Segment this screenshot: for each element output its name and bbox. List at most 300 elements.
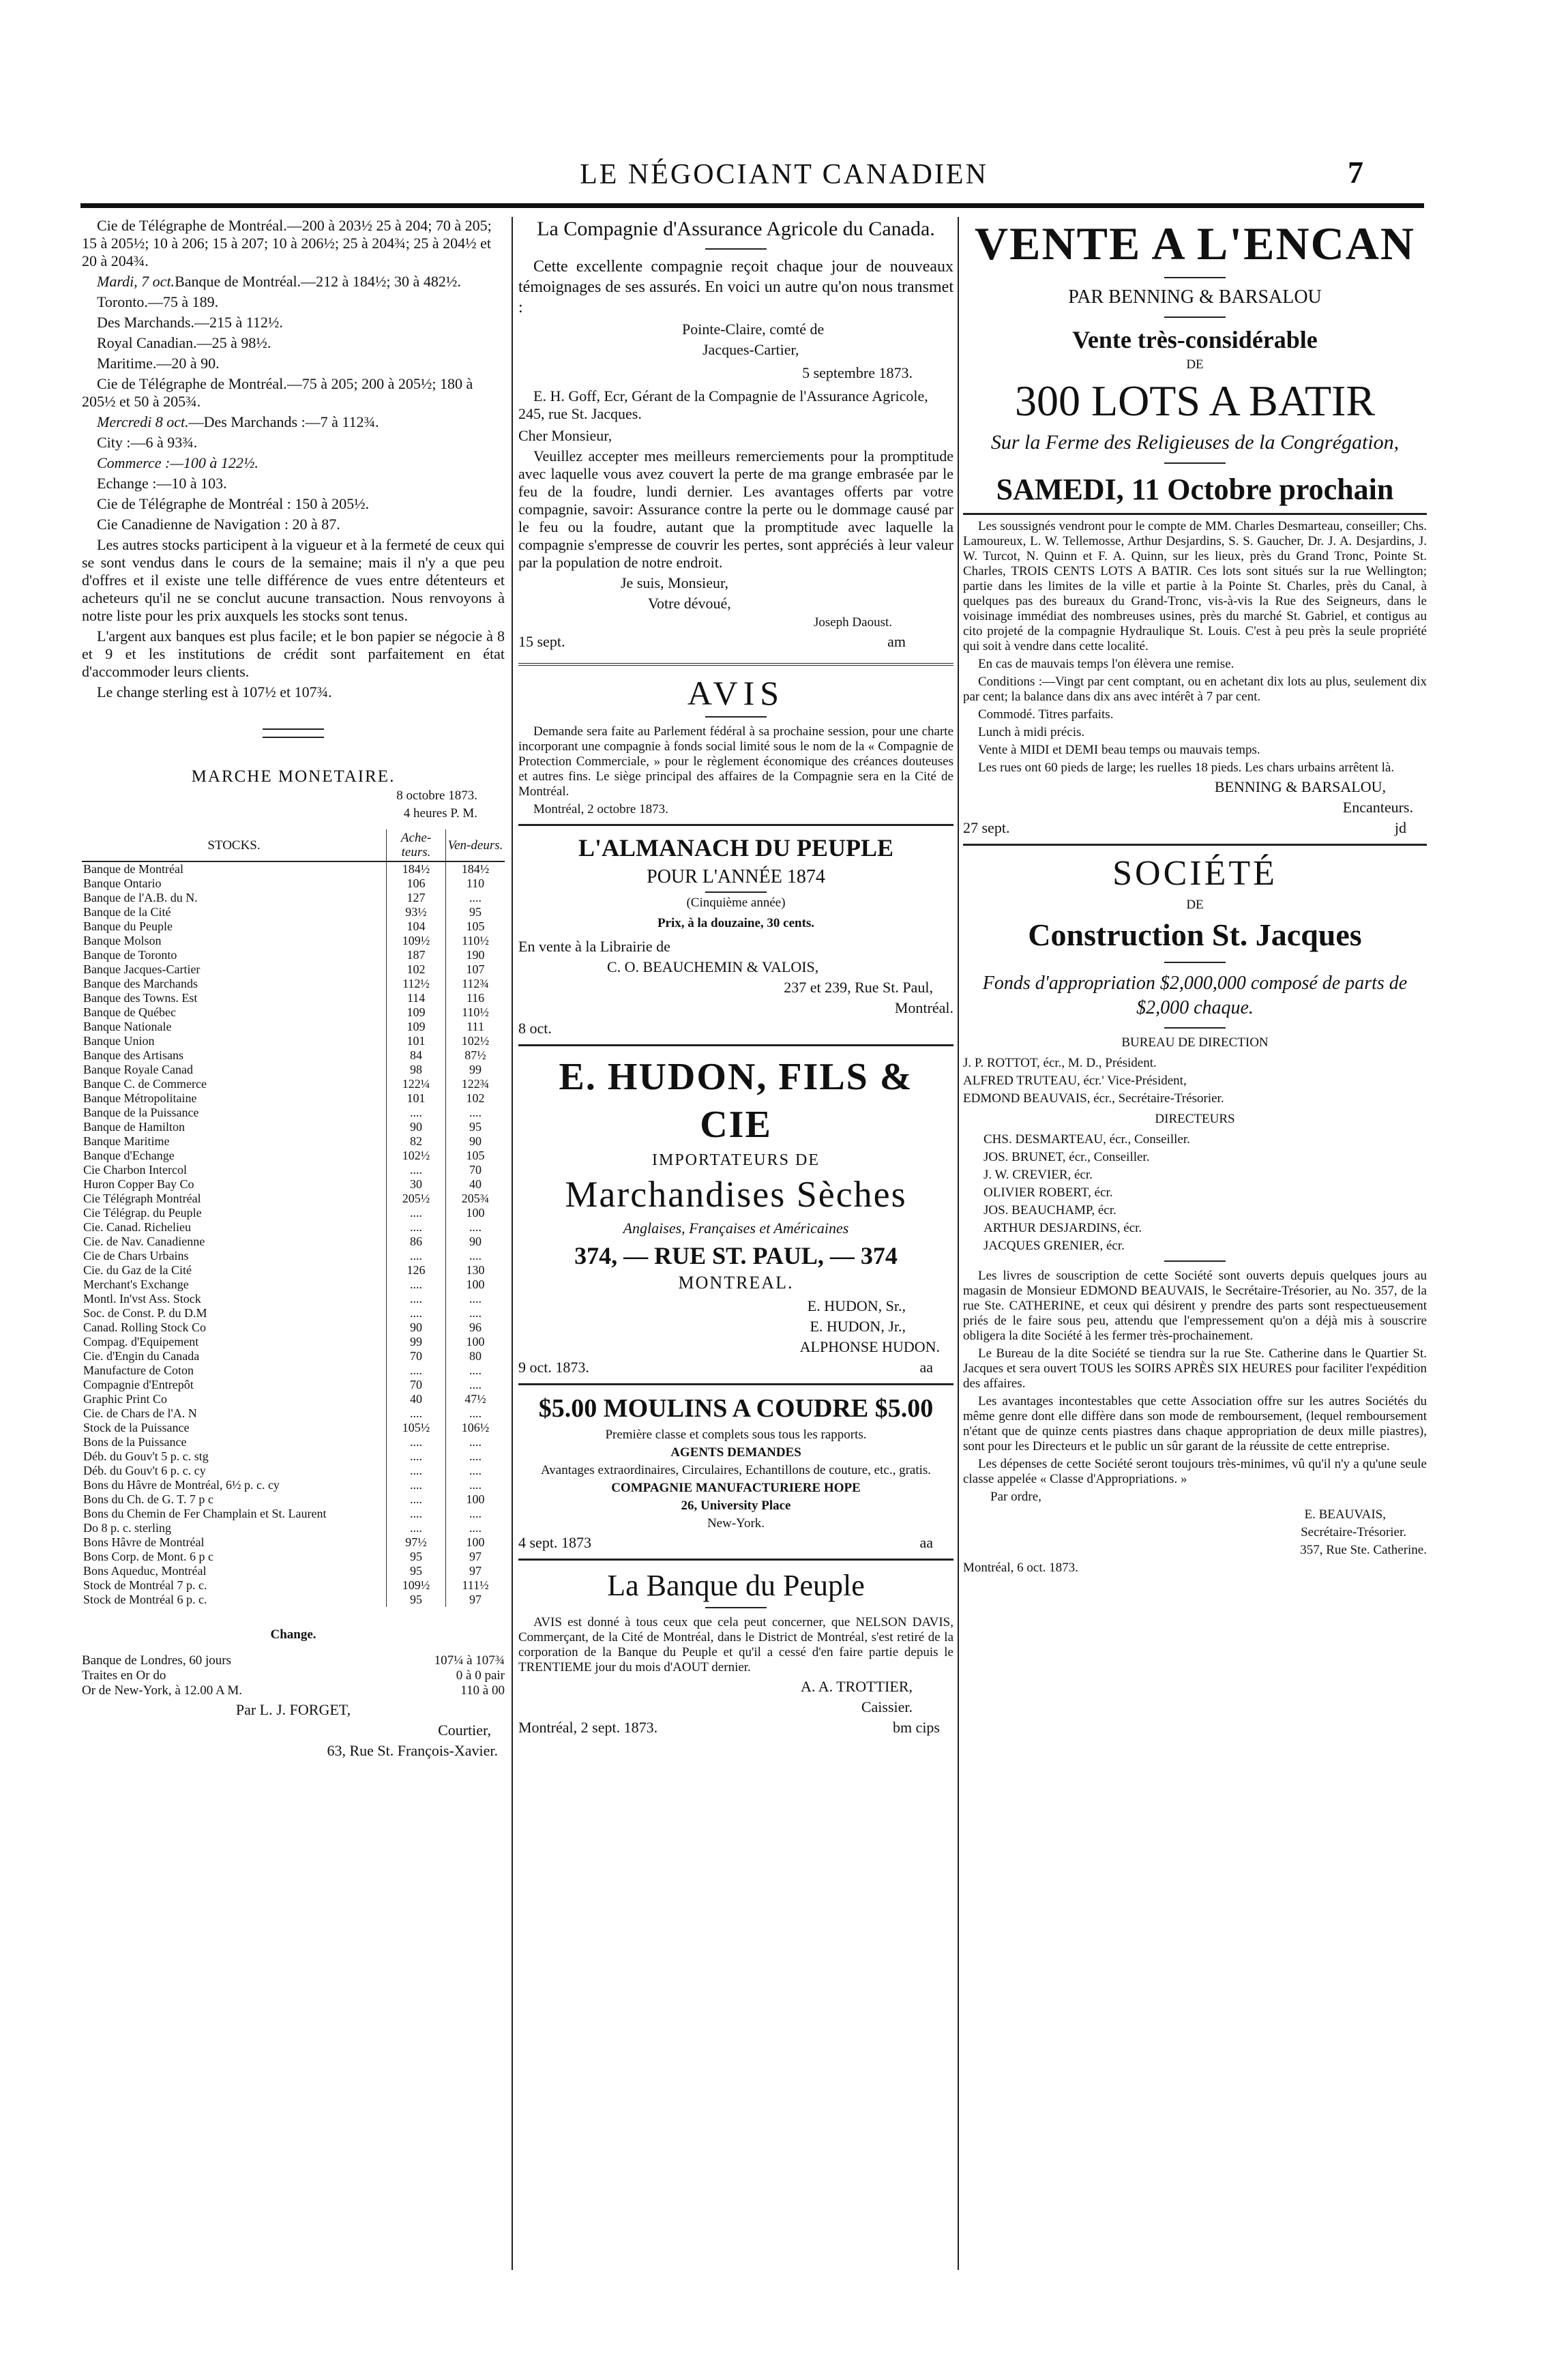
society-text: Les dépenses de cette Société seront toujours très-minimes, vû qu'il n'y a qu'une seule classe appelée « Classe d'Appropriations. » <box>963 1457 1427 1486</box>
exchange-label: Or de New-York, à 12.00 A M. <box>82 1683 243 1698</box>
board-member: EDMOND BEAUVAIS, écr., Secrétaire-Trésorier. <box>963 1091 1224 1106</box>
separator <box>1164 462 1226 464</box>
stock-name: Cie. de Chars de l'A. N <box>83 1406 197 1420</box>
stock-row <box>82 1406 505 1421</box>
stock-sellers: 130 <box>446 1263 505 1278</box>
stock-sellers: 97 <box>446 1550 505 1564</box>
stock-buyers: .... <box>387 1163 446 1177</box>
insurance-title: La Compagnie d'Assurance Agricole du Canada. <box>537 218 935 240</box>
stock-buyers: 126 <box>387 1263 446 1278</box>
separator <box>1164 277 1226 278</box>
ad-code: aa <box>919 1359 933 1376</box>
stock-row <box>82 1335 505 1349</box>
stock-sellers: 111½ <box>446 1578 505 1593</box>
stock-buyers: 86 <box>387 1235 446 1249</box>
stock-sellers: 70 <box>446 1163 505 1177</box>
board-member: J. P. ROTTOT, écr., M. D., Président. <box>963 1056 1157 1070</box>
almanac-city: Montréal. <box>894 999 953 1016</box>
stock-buyers: 70 <box>387 1349 446 1363</box>
stock-name: Bons du Ch. de G. T. 7 p c <box>83 1492 213 1506</box>
stock-name: Déb. du Gouv't 6 p. c. cy <box>83 1464 206 1477</box>
letter-date: 5 septembre 1873. <box>802 364 913 381</box>
separator <box>1164 1260 1226 1262</box>
market-report-line: Cie de Télégraphe de Montréal.—75 à 205; 200 à 205½; 180 à 205½ et 50 à 205¾. <box>82 375 473 410</box>
stock-sellers: 190 <box>446 948 505 962</box>
hudon-address: 374, — RUE ST. PAUL, — 374 <box>574 1242 898 1269</box>
exchange-title: Change. <box>270 1627 316 1642</box>
market-report-line: Toronto.—75 à 189. <box>97 293 219 310</box>
ad-date: 9 oct. 1873. <box>518 1359 589 1376</box>
almanac-edition: (Cinquième année) <box>686 896 786 910</box>
column-divider-1 <box>512 217 513 2270</box>
separator <box>263 737 324 738</box>
stock-name: Banque Maritime <box>83 1134 170 1148</box>
stock-name: Banque des Artisans <box>83 1048 183 1062</box>
stock-row <box>82 1306 505 1320</box>
ad-date: 15 sept. <box>518 633 565 650</box>
stock-sellers: 116 <box>446 991 505 1005</box>
day-text: Banque de Montréal.—212 à 184½; 30 à 482½. <box>175 273 461 290</box>
stock-buyers: .... <box>387 1292 446 1306</box>
stock-row <box>82 861 505 876</box>
ad-footer <box>518 633 906 651</box>
director: OLIVIER ROBERT, écr. <box>983 1185 1113 1200</box>
stock-buyers: .... <box>387 1363 446 1378</box>
stock-buyers: 82 <box>387 1134 446 1149</box>
report-date: 8 octobre 1873. <box>396 788 477 803</box>
stocks-table <box>82 829 505 1607</box>
director: CHS. DESMARTEAU, écr., Conseiller. <box>983 1132 1190 1147</box>
auction-signature-role: Encanteurs. <box>1342 799 1413 816</box>
stock-buyers: 112½ <box>387 977 446 991</box>
stock-name: Banque des Marchands <box>83 977 198 990</box>
auction-text: Vente à MIDI et DEMI beau temps ou mauvais temps. <box>978 743 1260 757</box>
almanac-address: 237 et 239, Rue St. Paul, <box>784 979 933 996</box>
stock-name: Cie de Chars Urbains <box>83 1249 189 1263</box>
stock-name: Banque Métropolitaine <box>83 1091 197 1105</box>
stock-buyers: 95 <box>387 1564 446 1578</box>
bank-notice-role: Caissier. <box>861 1698 913 1715</box>
stock-sellers: 112¾ <box>446 977 505 991</box>
stock-buyers: .... <box>387 1220 446 1235</box>
auction-title: VENTE A L'ENCAN <box>975 218 1415 269</box>
column-divider-2 <box>958 217 959 2270</box>
stock-name: Banque Union <box>83 1034 155 1048</box>
ad-date: 4 sept. 1873 <box>518 1534 591 1551</box>
stock-name: Bons Aqueduc, Montréal <box>83 1564 207 1578</box>
stock-row <box>82 1449 505 1464</box>
ad-code: am <box>887 633 906 650</box>
stock-sellers: .... <box>446 1478 505 1492</box>
society-text: Le Bureau de la dite Société se tiendra sur la rue Ste. Catherine dans le Quartier St. Jacques et sera ouvert TOUS les SOIRS APRÈS SIX HEURES pour faciliter l'expédition des affaires. <box>963 1346 1427 1391</box>
society-date: Montréal, 6 oct. 1873. <box>963 1561 1078 1575</box>
avis-date: Montréal, 2 octobre 1873. <box>533 802 668 816</box>
letter-closing: Je suis, Monsieur, <box>621 574 729 591</box>
letter-place: Jacques-Cartier, <box>702 341 799 358</box>
stock-buyers: 109 <box>387 1005 446 1020</box>
stock-name: Stock de la Puissance <box>83 1421 190 1434</box>
page-title: LE NÉGOCIANT CANADIEN <box>580 159 988 190</box>
stock-name: Banque Nationale <box>83 1020 172 1033</box>
stock-sellers: .... <box>446 1363 505 1378</box>
stock-sellers: 110½ <box>446 1005 505 1020</box>
stock-name: Cie. du Gaz de la Cité <box>83 1263 192 1277</box>
market-report-line: Commerce :—100 à 122½. <box>97 454 258 471</box>
auction-lots: 300 LOTS A BATIR <box>1014 377 1376 425</box>
stock-row <box>82 934 505 948</box>
stock-row <box>82 1550 505 1564</box>
auction-text: Lunch à midi précis. <box>978 725 1085 739</box>
stock-buyers: .... <box>387 1478 446 1492</box>
auction-text: Commodé. Titres parfaits. <box>978 707 1114 722</box>
stock-row <box>82 1478 505 1492</box>
stock-row <box>82 1578 505 1593</box>
stock-row <box>82 1048 505 1063</box>
sellers-header: Ven-deurs. <box>446 829 505 861</box>
auction-text: En cas de mauvais temps l'on élèvera une remise. <box>978 657 1234 671</box>
separator <box>518 1383 953 1385</box>
stock-buyers: 106 <box>387 876 446 891</box>
stock-name: Bons du Chemin de Fer Champlain et St. Laurent <box>83 1507 327 1520</box>
stock-buyers: .... <box>387 1507 446 1521</box>
hudon-partner: E. HUDON, Jr., <box>810 1318 906 1335</box>
stock-sellers: 95 <box>446 1120 505 1134</box>
stock-name: Banque de Québec <box>83 1005 176 1019</box>
auction-text: Les rues ont 60 pieds de large; les ruelles 18 pieds. Les chars urbains arrêtent là. <box>978 761 1395 775</box>
separator <box>1164 962 1226 963</box>
stock-row <box>82 1349 505 1363</box>
market-report-line: Echange :—10 à 103. <box>97 475 227 492</box>
column-advertisements <box>518 217 953 1737</box>
stock-buyers: .... <box>387 1406 446 1421</box>
stock-sellers: 111 <box>446 1020 505 1034</box>
stock-sellers: 80 <box>446 1349 505 1363</box>
hudon-partner: ALPHONSE HUDON. <box>799 1338 940 1355</box>
almanac-price: Prix, à la douzaine, 30 cents. <box>657 916 815 930</box>
stock-row <box>82 1521 505 1535</box>
letter-salutation: Cher Monsieur, <box>518 427 612 444</box>
society-text: Les avantages incontestables que cette Association offre sur les autres Sociétés du même genre dont elle diffère dans son mode de remboursement, (lequel remboursement n'étant que de quinze cents piastres dans chaque appropriation de deux mille piastres), sont pour les Directeurs et le public un sûr garant de la réussite de cette entreprise. <box>963 1394 1427 1453</box>
stock-name: Banque C. de Commerce <box>83 1077 207 1091</box>
ad-date: 8 oct. <box>518 1020 552 1037</box>
stock-buyers: .... <box>387 1449 446 1464</box>
stock-row <box>82 905 505 919</box>
stock-sellers: .... <box>446 1220 505 1235</box>
stock-row <box>82 1235 505 1249</box>
stock-buyers: 93½ <box>387 905 446 919</box>
stock-row <box>82 1063 505 1077</box>
society-signature: E. BEAUVAIS, <box>1304 1507 1386 1522</box>
separator <box>1164 316 1226 318</box>
market-report-line: Cie Canadienne de Navigation : 20 à 87. <box>97 516 340 533</box>
stock-sellers: 100 <box>446 1335 505 1349</box>
exchange-row <box>82 1653 505 1668</box>
director: JACQUES GRENIER, écr. <box>983 1239 1125 1253</box>
stock-buyers: 109½ <box>387 1578 446 1593</box>
stock-buyers: .... <box>387 1306 446 1320</box>
bank-notice-text: AVIS est donné à tous ceux que cela peut concerner, que NELSON DAVIS, Commerçant, de la Cité de Montréal, dans le District de Montréal, s'est retiré de la corporation de la Banque du Peuple et qu'il a cessé d'en faire partie depuis le TRENTIEME jour du mois d'AOUT dernier. <box>518 1615 953 1674</box>
stock-row <box>82 876 505 891</box>
stock-row <box>82 1492 505 1507</box>
exchange-value: 107¼ à 107¾ <box>434 1653 505 1668</box>
stock-row <box>82 1220 505 1235</box>
separator <box>263 728 324 730</box>
stock-name: Banque Jacques-Cartier <box>83 962 201 976</box>
market-report-line: City :—6 à 93¾. <box>97 434 198 451</box>
stock-row <box>82 977 505 991</box>
stock-sellers: .... <box>446 1378 505 1392</box>
stock-row <box>82 919 505 934</box>
stock-sellers: .... <box>446 1449 505 1464</box>
stocks-table-body <box>82 861 505 1607</box>
stock-name: Bons du Hâvre de Montréal, 6½ p. c. cy <box>83 1478 280 1492</box>
column-auction-society <box>963 217 1427 1578</box>
sewing-company: COMPAGNIE MANUFACTURIERE HOPE <box>611 1481 861 1495</box>
stock-row <box>82 1464 505 1478</box>
buyers-header: Ache-teurs. <box>387 829 446 861</box>
stock-name: Cie. d'Engin du Canada <box>83 1349 200 1363</box>
exchange-value: 110 à 00 <box>460 1683 505 1698</box>
auction-by: PAR BENNING & BARSALOU <box>1068 286 1322 308</box>
letter-place: Pointe-Claire, comté de <box>682 321 825 338</box>
board-member: ALFRED TRUTEAU, écr.' Vice-Président, <box>963 1074 1187 1088</box>
exchange-row <box>82 1683 505 1698</box>
stock-row <box>82 1378 505 1392</box>
day-text: —Des Marchands :—7 à 112¾. <box>188 413 379 430</box>
stock-sellers: 40 <box>446 1177 505 1192</box>
society-title: SOCIÉTÉ <box>1112 854 1277 893</box>
stock-buyers: .... <box>387 1249 446 1263</box>
stock-buyers: .... <box>387 1521 446 1535</box>
stock-name: Graphic Print Co <box>83 1392 167 1406</box>
separator <box>705 1607 767 1608</box>
sewing-machines-title: $5.00 MOULINS A COUDRE $5.00 <box>538 1394 934 1423</box>
day-label: Mardi, 7 oct. <box>97 273 175 290</box>
stock-sellers: .... <box>446 1464 505 1478</box>
stock-row <box>82 1320 505 1335</box>
stock-buyers: 40 <box>387 1392 446 1406</box>
letter-address: E. H. Goff, Ecr, Gérant de la Compagnie de l'Assurance Agricole, 245, rue St. Jacques. <box>518 387 928 422</box>
stock-row <box>82 1149 505 1163</box>
bank-notice-signature: A. A. TROTTIER, <box>801 1678 913 1695</box>
ad-footer <box>963 819 1406 837</box>
stock-buyers: 102½ <box>387 1149 446 1163</box>
stock-sellers: 100 <box>446 1278 505 1292</box>
almanac-sale: En vente à la Librairie de <box>518 938 670 955</box>
stock-sellers: .... <box>446 891 505 905</box>
stock-sellers: 102½ <box>446 1034 505 1048</box>
separator <box>1164 1027 1226 1029</box>
stock-buyers: 97½ <box>387 1535 446 1550</box>
stock-row <box>82 1535 505 1550</box>
money-market-title: MARCHE MONETAIRE. <box>191 767 396 786</box>
stock-sellers: 47½ <box>446 1392 505 1406</box>
stock-buyers: .... <box>387 1106 446 1120</box>
hudon-importers: IMPORTATEURS DE <box>652 1151 820 1169</box>
stock-buyers: 70 <box>387 1378 446 1392</box>
stock-buyers: 98 <box>387 1063 446 1077</box>
separator <box>518 663 953 666</box>
stock-sellers: 184½ <box>446 861 505 876</box>
header-rule <box>80 203 1424 208</box>
stock-sellers: .... <box>446 1435 505 1449</box>
letter-body: Veuillez accepter mes meilleurs remerciements pour la promptitude avec laquelle vous avez couvert la perte de ma grange embrasée par le feu de la foudre, lundi dernier. Les avantages offerts par votre compagnie, savoir: Assurance contre la perte ou le dommage causé par le feu ou la foudre, autant que la promptitude avec laquelle la compagnie s'empresse de couvrir les pertes, sont appréciés à leur valeur par la population de notre endroit. <box>518 447 953 571</box>
auction-subtitle: Vente très-considérable <box>1072 326 1318 353</box>
stock-sellers: 97 <box>446 1593 505 1607</box>
stock-sellers: .... <box>446 1507 505 1521</box>
sewing-address: 26, University Place <box>681 1499 791 1513</box>
stock-buyers: .... <box>387 1278 446 1292</box>
society-signature-role: Secrétaire-Trésorier. <box>1301 1525 1406 1539</box>
stock-name: Merchant's Exchange <box>83 1278 189 1291</box>
bank-notice-title: La Banque du Peuple <box>607 1569 865 1602</box>
stock-buyers: 109 <box>387 1020 446 1034</box>
stock-row <box>82 1507 505 1521</box>
stock-sellers: 205¾ <box>446 1192 505 1206</box>
stock-buyers: 109½ <box>387 934 446 948</box>
stock-row <box>82 1435 505 1449</box>
separator <box>705 891 767 893</box>
ad-code: bm cips <box>892 1719 940 1736</box>
exchange-label: Banque de Londres, 60 jours <box>82 1653 231 1668</box>
stock-sellers: .... <box>446 1406 505 1421</box>
stock-row <box>82 962 505 977</box>
market-report-line <box>82 273 505 291</box>
stock-sellers: 95 <box>446 905 505 919</box>
stock-sellers: 107 <box>446 962 505 977</box>
stock-name: Cie Télégrap. du Peuple <box>83 1206 202 1220</box>
stock-buyers: 105½ <box>387 1421 446 1435</box>
stock-name: Cie Télégraph Montréal <box>83 1192 201 1205</box>
almanac-subtitle: POUR L'ANNÉE 1874 <box>647 866 825 887</box>
society-text: Les livres de souscription de cette Société sont ouverts depuis quelques jours au magasin de Monsieur EDMOND BEAUVAIS, le Secrétaire-Trésorier, au No. 357, de la rue Ste. CATHERINE, et ceux qui désirent y prendre des parts sont respectueusement priés de le faire sous peu, attendu que l'empressement qu'on a déjà mis à souscrire obligera la dite Société à les fermer très-prochainement. <box>963 1269 1427 1343</box>
stock-name: Huron Copper Bay Co <box>83 1177 194 1191</box>
stock-row <box>82 991 505 1005</box>
stock-row <box>82 1421 505 1435</box>
stock-row <box>82 1106 505 1120</box>
stock-sellers: 90 <box>446 1235 505 1249</box>
stock-sellers: .... <box>446 1249 505 1263</box>
stock-buyers: .... <box>387 1464 446 1478</box>
ad-footer <box>518 1719 940 1737</box>
director: ARTHUR DESJARDINS, écr. <box>983 1221 1142 1235</box>
stock-buyers: 122¼ <box>387 1077 446 1091</box>
stock-row <box>82 1177 505 1192</box>
market-report-line: Royal Canadian.—25 à 98½. <box>97 334 271 351</box>
stock-buyers: .... <box>387 1206 446 1220</box>
stock-name: Bons de la Puissance <box>83 1435 187 1449</box>
auction-conditions: Conditions :—Vingt par cent comptant, ou en achetant dix lots au plus, seulement dix par cent; la balance dans dix ans avec intérêt à 7 par cent. <box>963 675 1427 704</box>
society-de: DE <box>1186 898 1204 912</box>
stock-buyers: 114 <box>387 991 446 1005</box>
stock-row <box>82 1034 505 1048</box>
stock-name: Cie Charbon Intercol <box>83 1163 187 1177</box>
stock-buyers: 99 <box>387 1335 446 1349</box>
stock-name: Banque de Toronto <box>83 948 177 962</box>
stock-sellers: 97 <box>446 1564 505 1578</box>
stock-name: Banque des Towns. Est <box>83 991 198 1005</box>
society-funds: Fonds d'appropriation $2,000,000 composé de parts de $2,000 chaque. <box>982 973 1408 1018</box>
stock-name: Banque de Montréal <box>83 862 183 876</box>
stock-name: Banque Molson <box>83 934 162 947</box>
hudon-origin: Anglaises, Françaises et Américaines <box>623 1220 849 1237</box>
ad-date: Montréal, 2 sept. 1873. <box>518 1719 658 1736</box>
auction-date: SAMEDI, 11 Octobre prochain <box>996 473 1394 506</box>
stock-name: Stock de Montréal 7 p. c. <box>83 1578 207 1592</box>
stock-row <box>82 1091 505 1106</box>
stock-name: Banque Ontario <box>83 876 162 890</box>
stock-name: Soc. de Const. P. du D.M <box>83 1306 207 1320</box>
broker-title: Courtier, <box>438 1722 491 1739</box>
stock-buyers: 102 <box>387 962 446 977</box>
stock-buyers: 184½ <box>387 861 446 876</box>
stock-sellers: 90 <box>446 1134 505 1149</box>
almanac-title: L'ALMANACH DU PEUPLE <box>578 834 893 861</box>
director: JOS. BEAUCHAMP, écr. <box>983 1203 1116 1217</box>
stock-name: Manufacture de Coton <box>83 1363 194 1377</box>
stock-name: Banque de la Puissance <box>83 1106 199 1119</box>
market-report-line: Des Marchands.—215 à 112½. <box>97 314 283 331</box>
directors-title: DIRECTEURS <box>1155 1112 1235 1126</box>
stocks-header: STOCKS. <box>207 838 261 853</box>
stock-row <box>82 948 505 962</box>
sewing-city: New-York. <box>707 1516 765 1531</box>
stock-row <box>82 1005 505 1020</box>
stock-sellers: .... <box>446 1521 505 1535</box>
auction-farm: Sur la Ferme des Religieuses de la Congrégation, <box>990 431 1400 454</box>
separator <box>518 824 953 826</box>
stock-row <box>82 1206 505 1220</box>
broker-address: 63, Rue St. François-Xavier. <box>327 1742 498 1759</box>
almanac-seller: C. O. BEAUCHEMIN & VALOIS, <box>607 958 819 975</box>
market-report-line: Maritime.—20 à 90. <box>97 355 220 372</box>
hudon-goods: Marchandises Sèches <box>565 1174 907 1215</box>
stock-sellers: 110½ <box>446 934 505 948</box>
report-time: 4 heures P. M. <box>403 806 477 821</box>
stock-row <box>82 1134 505 1149</box>
ad-footer <box>518 1534 933 1552</box>
stock-name: Bons Corp. de Mont. 6 p c <box>83 1550 213 1563</box>
stock-buyers: 101 <box>387 1034 446 1048</box>
stock-row <box>82 1278 505 1292</box>
exchange-row <box>82 1668 505 1683</box>
director: J. W. CREVIER, écr. <box>983 1168 1093 1182</box>
exchange-value: 0 à 0 pair <box>456 1668 505 1683</box>
separator <box>705 716 767 718</box>
market-report-line <box>82 413 505 431</box>
stock-name: Bons Hâvre de Montréal <box>83 1535 205 1549</box>
page-number: 7 <box>1348 155 1363 190</box>
stock-row <box>82 1263 505 1278</box>
stock-sellers: .... <box>446 1106 505 1120</box>
sewing-text: Avantages extraordinaires, Circulaires, Echantillons de couture, etc., gratis. <box>540 1463 932 1477</box>
separator <box>705 248 767 250</box>
separator <box>963 844 1427 846</box>
stock-row <box>82 1392 505 1406</box>
day-label: Mercredi 8 oct. <box>97 413 189 430</box>
stock-buyers: 205½ <box>387 1192 446 1206</box>
market-report-line: Cie de Télégraphe de Montréal : 150 à 205½. <box>97 495 370 512</box>
stock-buyers: 95 <box>387 1593 446 1607</box>
stock-name: Compagnie d'Entrepôt <box>83 1378 194 1391</box>
stock-name: Banque de Hamilton <box>83 1120 185 1134</box>
stock-row <box>82 1249 505 1263</box>
stock-buyers: 104 <box>387 919 446 934</box>
hudon-title: E. HUDON, FILS & CIE <box>559 1056 913 1146</box>
letter-signature: Joseph Daoust. <box>813 615 892 630</box>
stock-sellers: 100 <box>446 1535 505 1550</box>
stock-buyers: .... <box>387 1492 446 1507</box>
